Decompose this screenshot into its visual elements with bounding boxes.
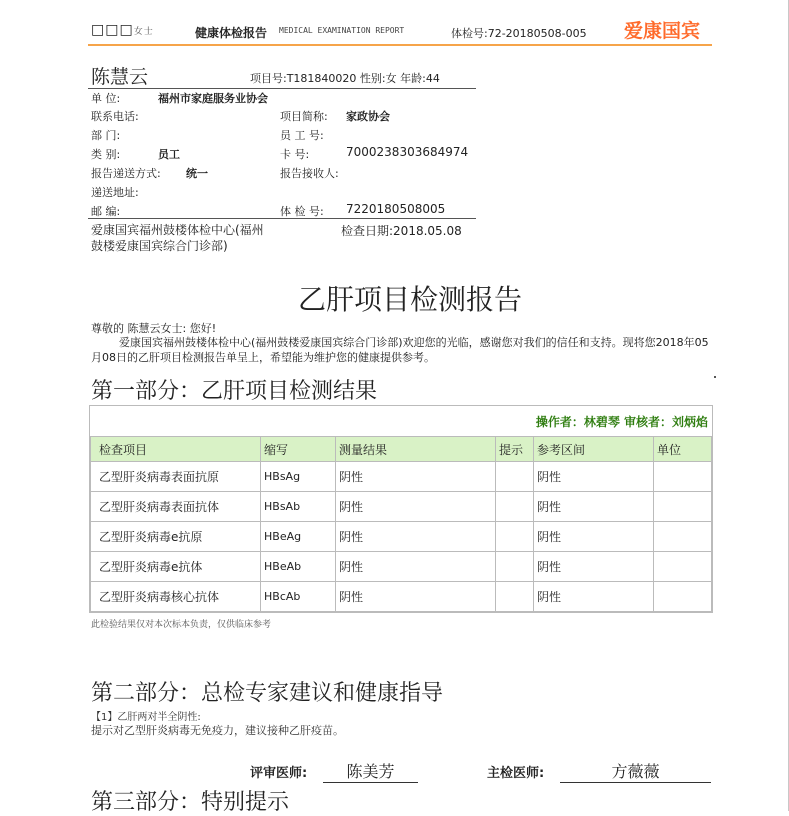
divider [88,88,476,89]
project-label: 项目简称: [280,110,328,123]
patient-item-line: 项目号:T181840020 性别:女 年龄:44 [250,72,440,85]
advice-body: 提示对乙型肝炎病毒无免疫力，建议接种乙肝疫苗。 [91,724,344,737]
unit-label: 单 位: [91,92,121,105]
section-3-title: 第三部分：特别提示 [91,790,290,815]
test-reference: 阴性 [534,492,654,522]
test-result: 阴性 [336,522,496,552]
chief-doctor-signature: 方薇薇 [560,759,711,783]
test-result: 阴性 [336,582,496,612]
advice-title: 【1】乙肝两对半全阴性: [91,712,201,723]
address-label: 递送地址: [91,186,139,199]
column-header: 单位 [654,437,712,462]
category-value: 员工 [158,148,180,161]
test-unit [654,462,712,492]
test-hint [496,522,534,552]
column-header: 检查项目 [91,437,261,462]
test-name: 乙型肝炎病毒核心抗体 [91,582,261,612]
phone-label: 联系电话: [91,110,139,123]
divider [88,218,476,219]
greeting-body: 爱康国宾福州鼓楼体检中心(福州鼓楼爱康国宾综合门诊部)欢迎您的光临，感谢您对我们的信任和支持。现将您2018年05月08日的乙肝项目检测报告单呈上，希望能为维护您的健康提供参考。 [91,336,709,364]
test-reference: 阴性 [534,552,654,582]
card-label: 卡 号: [280,148,310,161]
exam-number-label: 体 检 号: [280,205,324,218]
test-reference: 阴性 [534,522,654,552]
column-header: 参考区间 [534,437,654,462]
report-title: 乙肝项目检测报告 [298,283,523,316]
header-exam-number: 体检号:72-20180508-005 [451,27,587,40]
dept-label: 部 门: [91,129,121,142]
table-row [91,492,712,522]
table-header-row [91,437,712,462]
header-name: □□□女士 [91,22,154,38]
clinic-name: 爱康国宾福州鼓楼体检中心(福州鼓楼爱康国宾综合门诊部) [91,223,264,253]
results-table-container [89,405,713,613]
test-abbr: HBsAb [261,492,336,522]
header-title-en: MEDICAL EXAMINATION REPORT [279,26,405,35]
test-unit [654,492,712,522]
header-title: 健康体检报告 [195,26,268,40]
delivery-value: 统一 [186,167,208,180]
section-1-title: 第一部分：乙肝项目检测结果 [91,379,378,404]
delivery-label: 报告递送方式: [91,167,161,180]
test-result: 阴性 [336,462,496,492]
table-row [91,522,712,552]
column-header: 缩写 [261,437,336,462]
greeting: 尊敬的 陈慧云女士: 您好! [91,322,217,335]
test-abbr: HBeAb [261,552,336,582]
results-table [90,436,712,612]
test-hint [496,462,534,492]
test-result: 阴性 [336,492,496,522]
test-name: 乙型肝炎病毒表面抗体 [91,492,261,522]
test-hint [496,552,534,582]
test-abbr: HBsAg [261,462,336,492]
operator-row [90,406,712,436]
table-row [91,582,712,612]
unit-value: 福州市家庭服务业协会 [158,92,268,105]
reviewer-label: 评审医师: [250,766,308,781]
test-name: 乙型肝炎病毒e抗原 [91,522,261,552]
project-value: 家政协会 [346,110,390,123]
test-result: 阴性 [336,552,496,582]
results-disclaimer: 此检验结果仅对本次标本负责，仅供临床参考 [91,620,272,630]
table-row [91,552,712,582]
test-abbr: HBcAb [261,582,336,612]
operators: 操作者：林碧琴 审核者：刘炳焰 [535,415,708,429]
card-value: 7000238303684974 [346,145,469,159]
test-unit [654,522,712,552]
reviewer-signature: 陈美芳 [323,759,418,783]
test-hint [496,492,534,522]
test-reference: 阴性 [534,582,654,612]
test-name: 乙型肝炎病毒表面抗原 [91,462,261,492]
corner-mark [714,376,716,378]
section-2-title: 第二部分：总检专家建议和健康指导 [91,681,444,706]
test-abbr: HBeAg [261,522,336,552]
test-name: 乙型肝炎病毒e抗体 [91,552,261,582]
check-date: 检查日期:2018.05.08 [341,224,462,238]
zip-label: 邮 编: [91,205,121,218]
column-header: 测量结果 [336,437,496,462]
employee-number-label: 员 工 号: [280,129,324,142]
table-row [91,462,712,492]
test-hint [496,582,534,612]
patient-name: 陈慧云 [91,66,149,88]
category-label: 类 别: [91,148,121,161]
receiver-label: 报告接收人: [280,167,339,180]
test-unit [654,582,712,612]
exam-number-value: 7220180508005 [346,202,446,216]
header-divider [88,44,712,46]
brand-logo: 爱康国宾 [624,20,701,42]
test-reference: 阴性 [534,462,654,492]
column-header: 提示 [496,437,534,462]
test-unit [654,552,712,582]
chief-doctor-label: 主检医师: [487,766,545,781]
